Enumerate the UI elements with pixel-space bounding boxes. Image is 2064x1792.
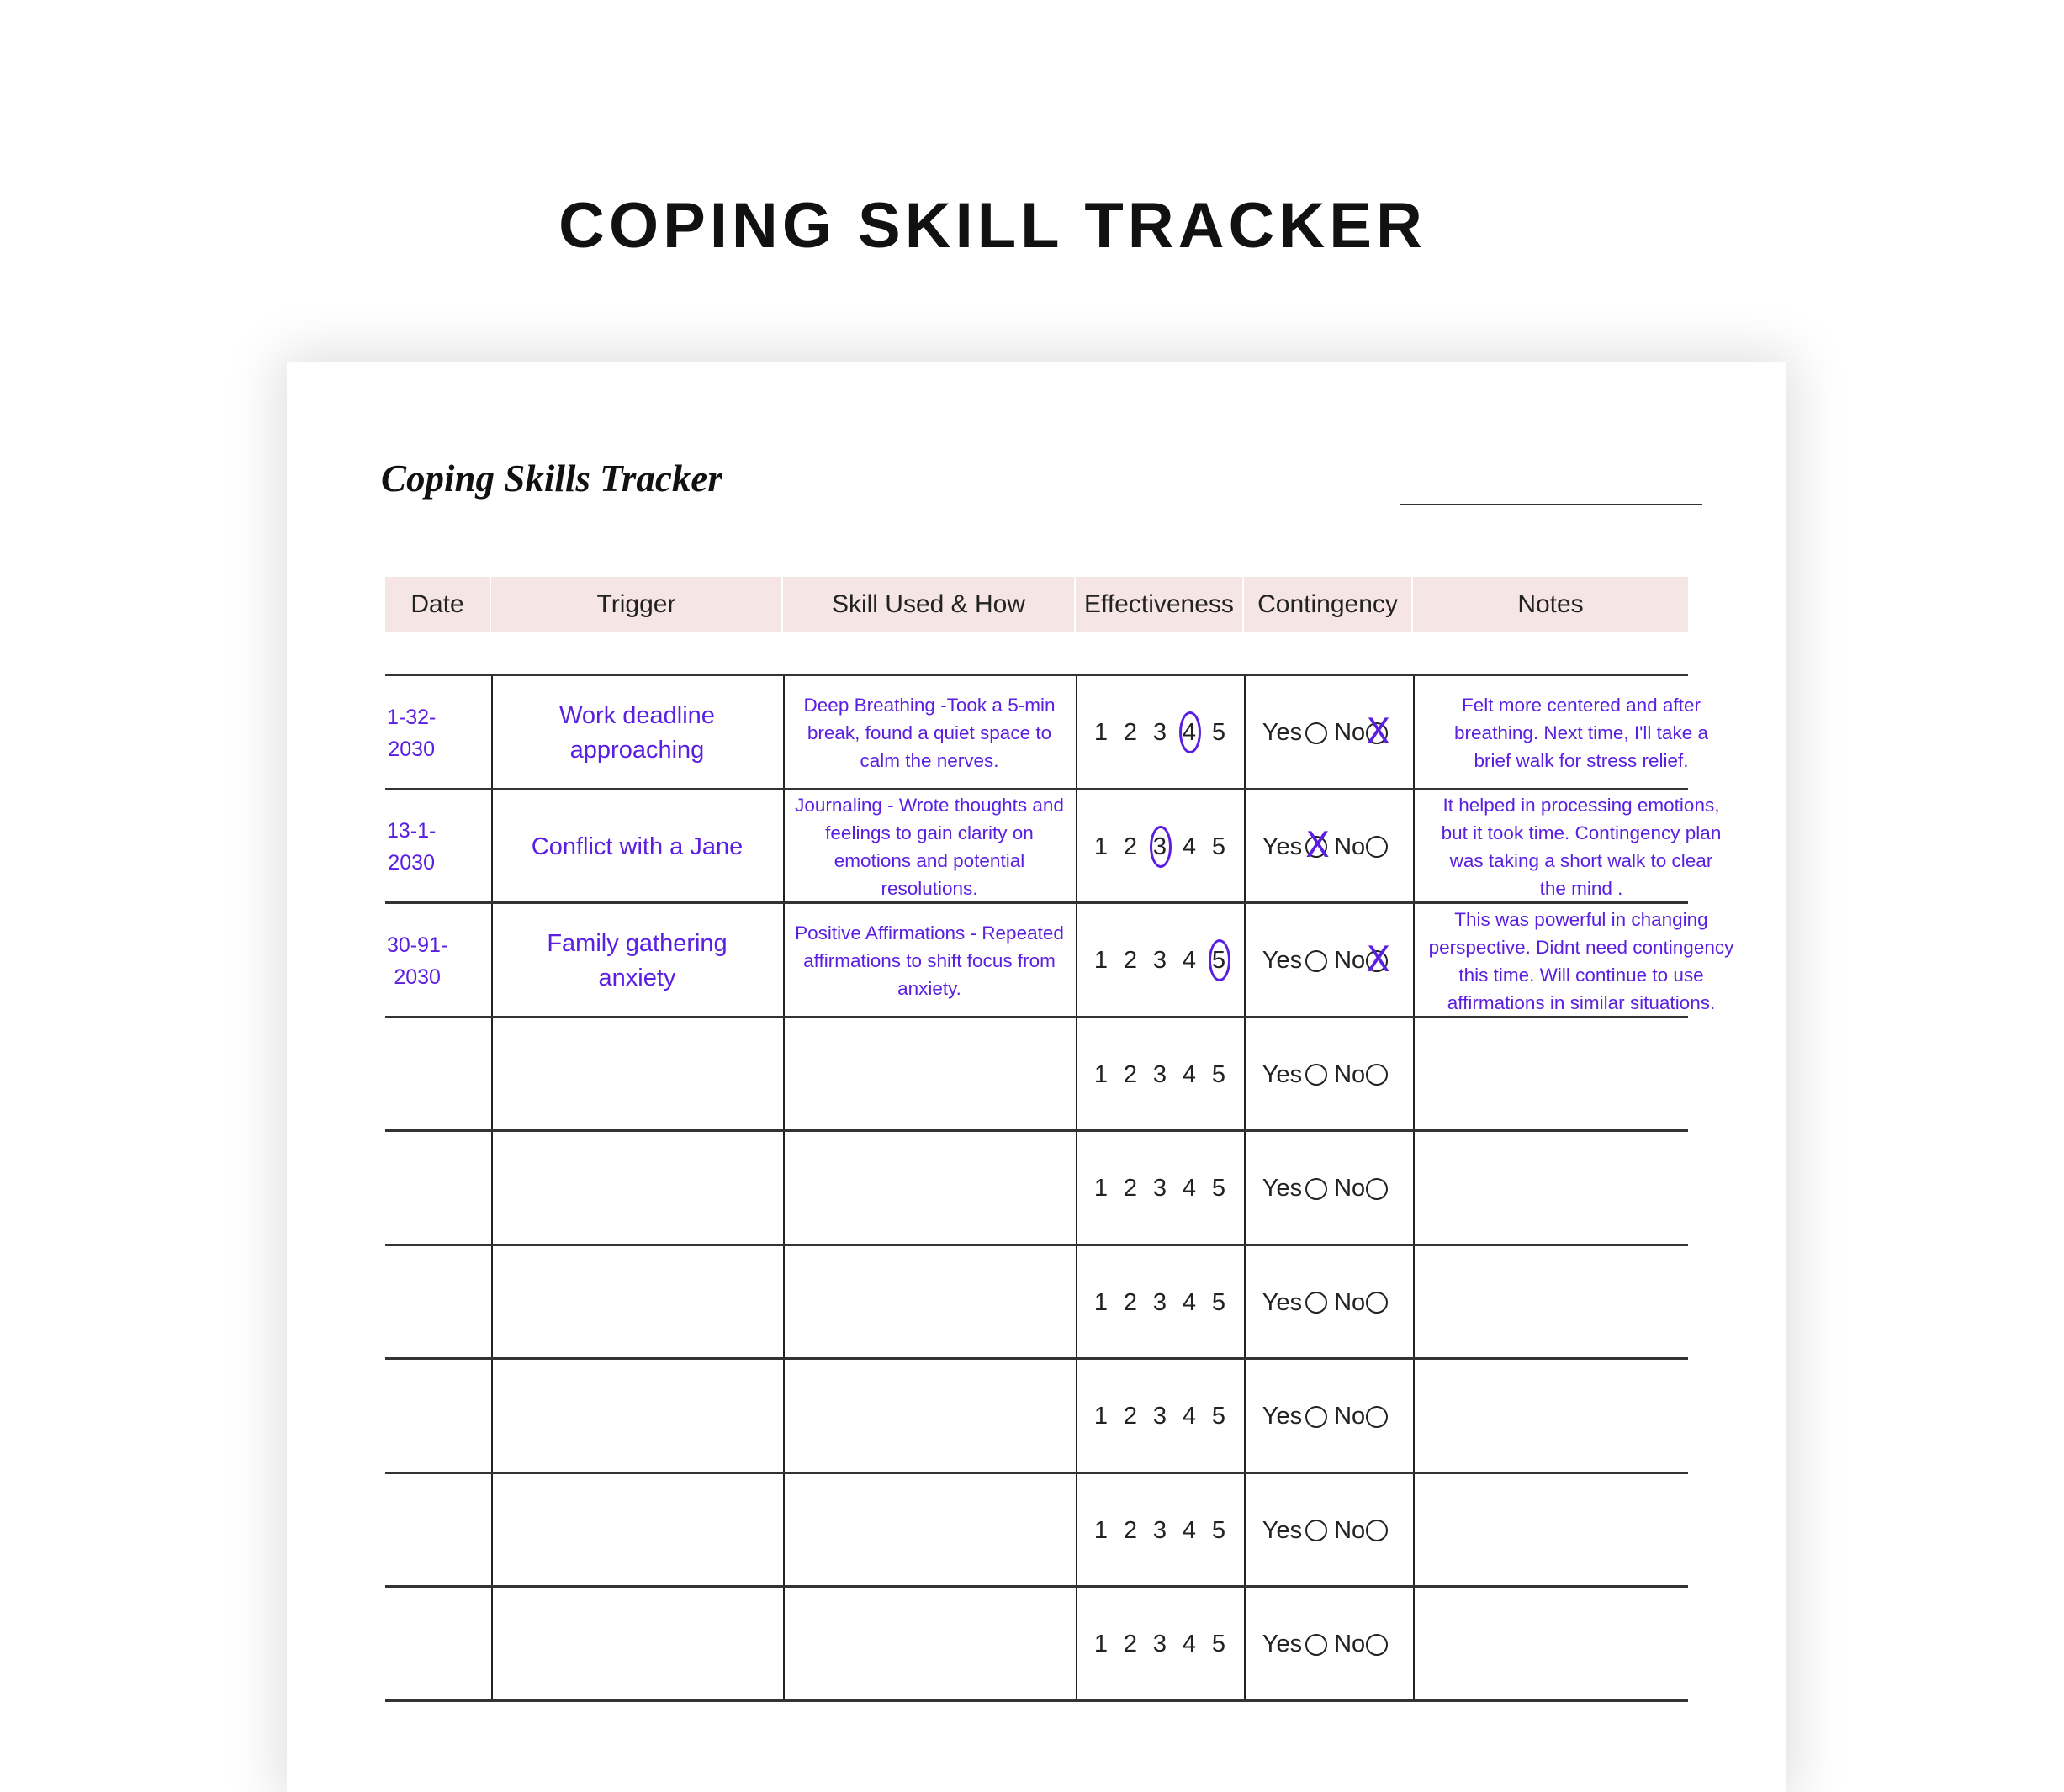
yes-radio-icon[interactable] (1305, 1064, 1327, 1086)
date-cell[interactable] (385, 1132, 491, 1245)
contingency-cell (1244, 1246, 1413, 1360)
column-header-date: Date (385, 577, 491, 632)
effectiveness-option-5[interactable]: 5 (1211, 719, 1226, 746)
date-cell[interactable] (385, 1246, 491, 1360)
effectiveness-cell (1076, 1474, 1244, 1588)
contingency-cell (1244, 1360, 1413, 1473)
effectiveness-option-3[interactable]: 3 (1152, 1060, 1167, 1088)
effectiveness-option-1[interactable]: 1 (1093, 833, 1109, 860)
skill-cell[interactable] (783, 676, 1076, 790)
date-cell[interactable] (385, 1588, 491, 1701)
table-row (385, 1585, 1688, 1699)
effectiveness-option-2[interactable]: 2 (1123, 833, 1138, 860)
effectiveness-option-1[interactable]: 1 (1093, 1403, 1109, 1430)
effectiveness-option-3[interactable]: 3 (1152, 1631, 1167, 1657)
column-header-contingency: Contingency (1244, 577, 1413, 632)
effectiveness-option-4[interactable]: 4 (1182, 1631, 1197, 1657)
notes-cell[interactable] (1413, 1132, 1749, 1245)
effectiveness-option-5[interactable]: 5 (1211, 1175, 1226, 1202)
trigger-cell[interactable] (491, 1474, 783, 1588)
trigger-cell[interactable] (491, 1588, 783, 1701)
skill-text: Deep Breathing -Took a 5-min break, found a quiet space to calm the nerves. (803, 695, 1056, 771)
table-header (385, 577, 1688, 632)
no-radio-icon[interactable] (1366, 1292, 1388, 1314)
trigger-cell[interactable] (491, 1018, 783, 1132)
skill-cell[interactable] (783, 1018, 1076, 1132)
effectiveness-option-5[interactable]: 5 (1211, 1288, 1226, 1316)
yes-label: Yes (1262, 833, 1303, 860)
effectiveness-option-3[interactable]: 3 (1152, 947, 1167, 974)
notes-cell[interactable] (1413, 790, 1749, 904)
no-radio-icon[interactable] (1366, 1064, 1388, 1086)
no-label: No (1334, 1516, 1366, 1544)
trigger-cell[interactable] (491, 790, 783, 904)
contingency-cell (1244, 1018, 1413, 1132)
effectiveness-option-4[interactable]: 4 (1175, 719, 1204, 747)
yes-radio-icon[interactable] (1305, 836, 1327, 858)
skill-cell[interactable] (783, 1246, 1076, 1360)
notes-line: was taking a short walk to clear (1449, 850, 1713, 871)
effectiveness-option-3[interactable]: 3 (1152, 719, 1167, 746)
effectiveness-option-1[interactable]: 1 (1093, 1631, 1109, 1657)
effectiveness-option-3[interactable]: 3 (1152, 1288, 1167, 1316)
effectiveness-option-1[interactable]: 1 (1093, 719, 1109, 746)
no-label: No (1334, 719, 1366, 746)
notes-cell[interactable] (1413, 676, 1749, 790)
yes-radio-icon[interactable] (1305, 1292, 1327, 1314)
notes-cell[interactable] (1413, 1246, 1749, 1360)
notes-cell[interactable] (1413, 904, 1749, 1018)
yes-label: Yes (1262, 1288, 1303, 1316)
table-row (385, 1244, 1688, 1357)
effectiveness-cell (1076, 1360, 1244, 1473)
trigger-cell[interactable] (491, 1246, 783, 1360)
skill-cell[interactable] (783, 904, 1076, 1018)
contingency-cell (1244, 676, 1413, 790)
notes-cell[interactable] (1413, 1588, 1749, 1701)
no-label: No (1334, 1403, 1366, 1430)
effectiveness-cell (1076, 790, 1244, 904)
yes-label: Yes (1262, 1175, 1303, 1202)
notes-cell[interactable] (1413, 1018, 1749, 1132)
date-cell[interactable] (385, 676, 491, 790)
contingency-cell (1244, 790, 1413, 904)
notes-line: Felt more centered and after (1462, 695, 1701, 716)
yes-radio-icon[interactable] (1305, 1634, 1327, 1656)
date-text: 2030 (388, 851, 435, 875)
name-blank-line (1400, 504, 1702, 505)
effectiveness-option-2[interactable]: 2 (1123, 1516, 1138, 1544)
no-label: No (1334, 947, 1366, 974)
notes-line: This was powerful in changing (1454, 908, 1708, 930)
effectiveness-option-4[interactable]: 4 (1182, 947, 1197, 974)
date-cell[interactable] (385, 1474, 491, 1588)
contingency-cell (1244, 1132, 1413, 1245)
yes-label: Yes (1262, 719, 1303, 746)
notes-cell[interactable] (1413, 1360, 1749, 1473)
effectiveness-option-2[interactable]: 2 (1123, 1403, 1138, 1430)
effectiveness-cell (1076, 1246, 1244, 1360)
yes-label: Yes (1262, 1403, 1303, 1430)
table-row (385, 1016, 1688, 1129)
table-row (385, 1129, 1688, 1243)
trigger-text: Work deadline approaching (559, 701, 715, 764)
notes-line: this time. Will continue to use (1458, 964, 1704, 986)
table-row (385, 788, 1722, 901)
effectiveness-option-5[interactable]: 5 (1211, 1060, 1226, 1088)
trigger-text: Family gathering anxiety (547, 929, 728, 991)
yes-radio-icon[interactable] (1305, 1520, 1327, 1541)
effectiveness-option-4[interactable]: 4 (1182, 1175, 1197, 1202)
effectiveness-option-2[interactable]: 2 (1123, 1288, 1138, 1316)
skill-cell[interactable] (783, 1132, 1076, 1245)
effectiveness-cell (1076, 904, 1244, 1018)
contingency-cell (1244, 1588, 1413, 1701)
notes-line: breathing. Next time, I'll take a (1454, 722, 1708, 743)
effectiveness-option-5[interactable]: 5 (1211, 1516, 1226, 1544)
date-text: 30-91- (387, 933, 448, 957)
effectiveness-option-2[interactable]: 2 (1123, 719, 1138, 746)
effectiveness-option-4[interactable]: 4 (1182, 1060, 1197, 1088)
trigger-cell[interactable] (491, 1132, 783, 1245)
effectiveness-option-1[interactable]: 1 (1093, 1516, 1109, 1544)
effectiveness-option-5[interactable]: 5 (1211, 833, 1226, 860)
column-header-effectiveness: Effectiveness (1076, 577, 1244, 632)
contingency-cell (1244, 904, 1413, 1018)
date-cell[interactable] (385, 1360, 491, 1473)
trigger-cell[interactable] (491, 1360, 783, 1473)
effectiveness-option-2[interactable]: 2 (1123, 1175, 1138, 1202)
effectiveness-option-2[interactable]: 2 (1123, 1631, 1138, 1657)
table-row (385, 674, 1708, 787)
no-label: No (1334, 1060, 1366, 1088)
effectiveness-option-1[interactable]: 1 (1093, 1060, 1109, 1088)
effectiveness-option-2[interactable]: 2 (1123, 947, 1138, 974)
trigger-cell[interactable] (491, 904, 783, 1018)
notes-line: perspective. Didnt need contingency (1428, 936, 1734, 958)
date-cell[interactable] (385, 904, 491, 1018)
effectiveness-option-3[interactable]: 3 (1146, 833, 1175, 861)
no-label: No (1334, 833, 1366, 860)
skill-cell[interactable] (783, 1360, 1076, 1473)
skill-text: Journaling - Wrote thoughts and feelings to gain clarity on emotions and potential resolutions. (795, 795, 1064, 899)
effectiveness-cell (1076, 676, 1244, 790)
effectiveness-option-4[interactable]: 4 (1182, 1288, 1197, 1316)
table-row (385, 1357, 1688, 1471)
yes-label: Yes (1262, 947, 1303, 974)
no-radio-icon[interactable] (1366, 1178, 1388, 1200)
no-radio-icon[interactable] (1366, 1634, 1388, 1656)
table-row (385, 1472, 1688, 1585)
contingency-cell (1244, 1474, 1413, 1588)
notes-line: It helped in processing emotions, (1442, 795, 1720, 816)
no-label: No (1334, 1175, 1366, 1202)
effectiveness-cell (1076, 1018, 1244, 1132)
effectiveness-option-4[interactable]: 4 (1182, 833, 1197, 860)
yes-label: Yes (1262, 1516, 1303, 1544)
date-text: 2030 (388, 737, 435, 761)
no-radio-icon[interactable] (1366, 1520, 1388, 1541)
date-text: 1-32- (387, 705, 437, 729)
yes-radio-icon[interactable] (1305, 950, 1327, 972)
sheet-title: Coping Skills Tracker (381, 457, 722, 500)
effectiveness-cell (1076, 1132, 1244, 1245)
trigger-text: Conflict with a Jane (531, 833, 744, 860)
effectiveness-option-4[interactable]: 4 (1182, 1403, 1197, 1430)
no-radio-icon[interactable] (1366, 836, 1388, 858)
skill-cell[interactable] (783, 790, 1076, 904)
effectiveness-option-1[interactable]: 1 (1093, 1288, 1109, 1316)
date-cell[interactable] (385, 1018, 491, 1132)
notes-line: brief walk for stress relief. (1474, 750, 1689, 771)
skill-cell[interactable] (783, 1588, 1076, 1701)
effectiveness-cell (1076, 1588, 1244, 1701)
column-header-trigger: Trigger (491, 577, 783, 632)
no-radio-icon[interactable] (1366, 950, 1388, 972)
effectiveness-option-3[interactable]: 3 (1152, 1403, 1167, 1430)
date-text: 2030 (394, 965, 441, 989)
date-text: 13-1- (387, 819, 437, 843)
yes-label: Yes (1262, 1060, 1303, 1088)
no-radio-icon[interactable] (1366, 722, 1388, 744)
notes-line: affirmations in similar situations. (1447, 991, 1716, 1013)
effectiveness-option-5[interactable]: 5 (1211, 1403, 1226, 1430)
yes-radio-icon[interactable] (1305, 1406, 1327, 1428)
effectiveness-option-3[interactable]: 3 (1152, 1175, 1167, 1202)
table-row (385, 901, 1734, 1015)
date-cell[interactable] (385, 790, 491, 904)
effectiveness-option-3[interactable]: 3 (1152, 1516, 1167, 1544)
column-header-notes: Notes (1517, 590, 1584, 618)
notes-cell[interactable] (1413, 1474, 1749, 1588)
table-bottom-border (385, 1699, 1688, 1702)
effectiveness-option-5[interactable]: 5 (1211, 1631, 1226, 1657)
effectiveness-option-5[interactable]: 5 (1204, 947, 1234, 975)
effectiveness-option-4[interactable]: 4 (1182, 1516, 1197, 1544)
column-header-skill: Skill Used & How (783, 577, 1076, 632)
effectiveness-option-1[interactable]: 1 (1093, 947, 1109, 974)
no-label: No (1334, 1631, 1366, 1657)
skill-text: Positive Affirmations - Repeated affirmations to shift focus from anxiety. (795, 922, 1064, 999)
notes-line: but it took time. Contingency plan (1441, 822, 1722, 843)
yes-radio-icon[interactable] (1305, 1178, 1327, 1200)
effectiveness-option-1[interactable]: 1 (1093, 1175, 1109, 1202)
trigger-cell[interactable] (491, 676, 783, 790)
yes-radio-icon[interactable] (1305, 722, 1327, 744)
notes-line: the mind . (1539, 878, 1623, 899)
page-title: COPING SKILL TRACKER (558, 190, 1426, 262)
yes-label: Yes (1262, 1631, 1303, 1657)
skill-cell[interactable] (783, 1474, 1076, 1588)
no-label: No (1334, 1288, 1366, 1316)
no-radio-icon[interactable] (1366, 1406, 1388, 1428)
effectiveness-option-2[interactable]: 2 (1123, 1060, 1138, 1088)
